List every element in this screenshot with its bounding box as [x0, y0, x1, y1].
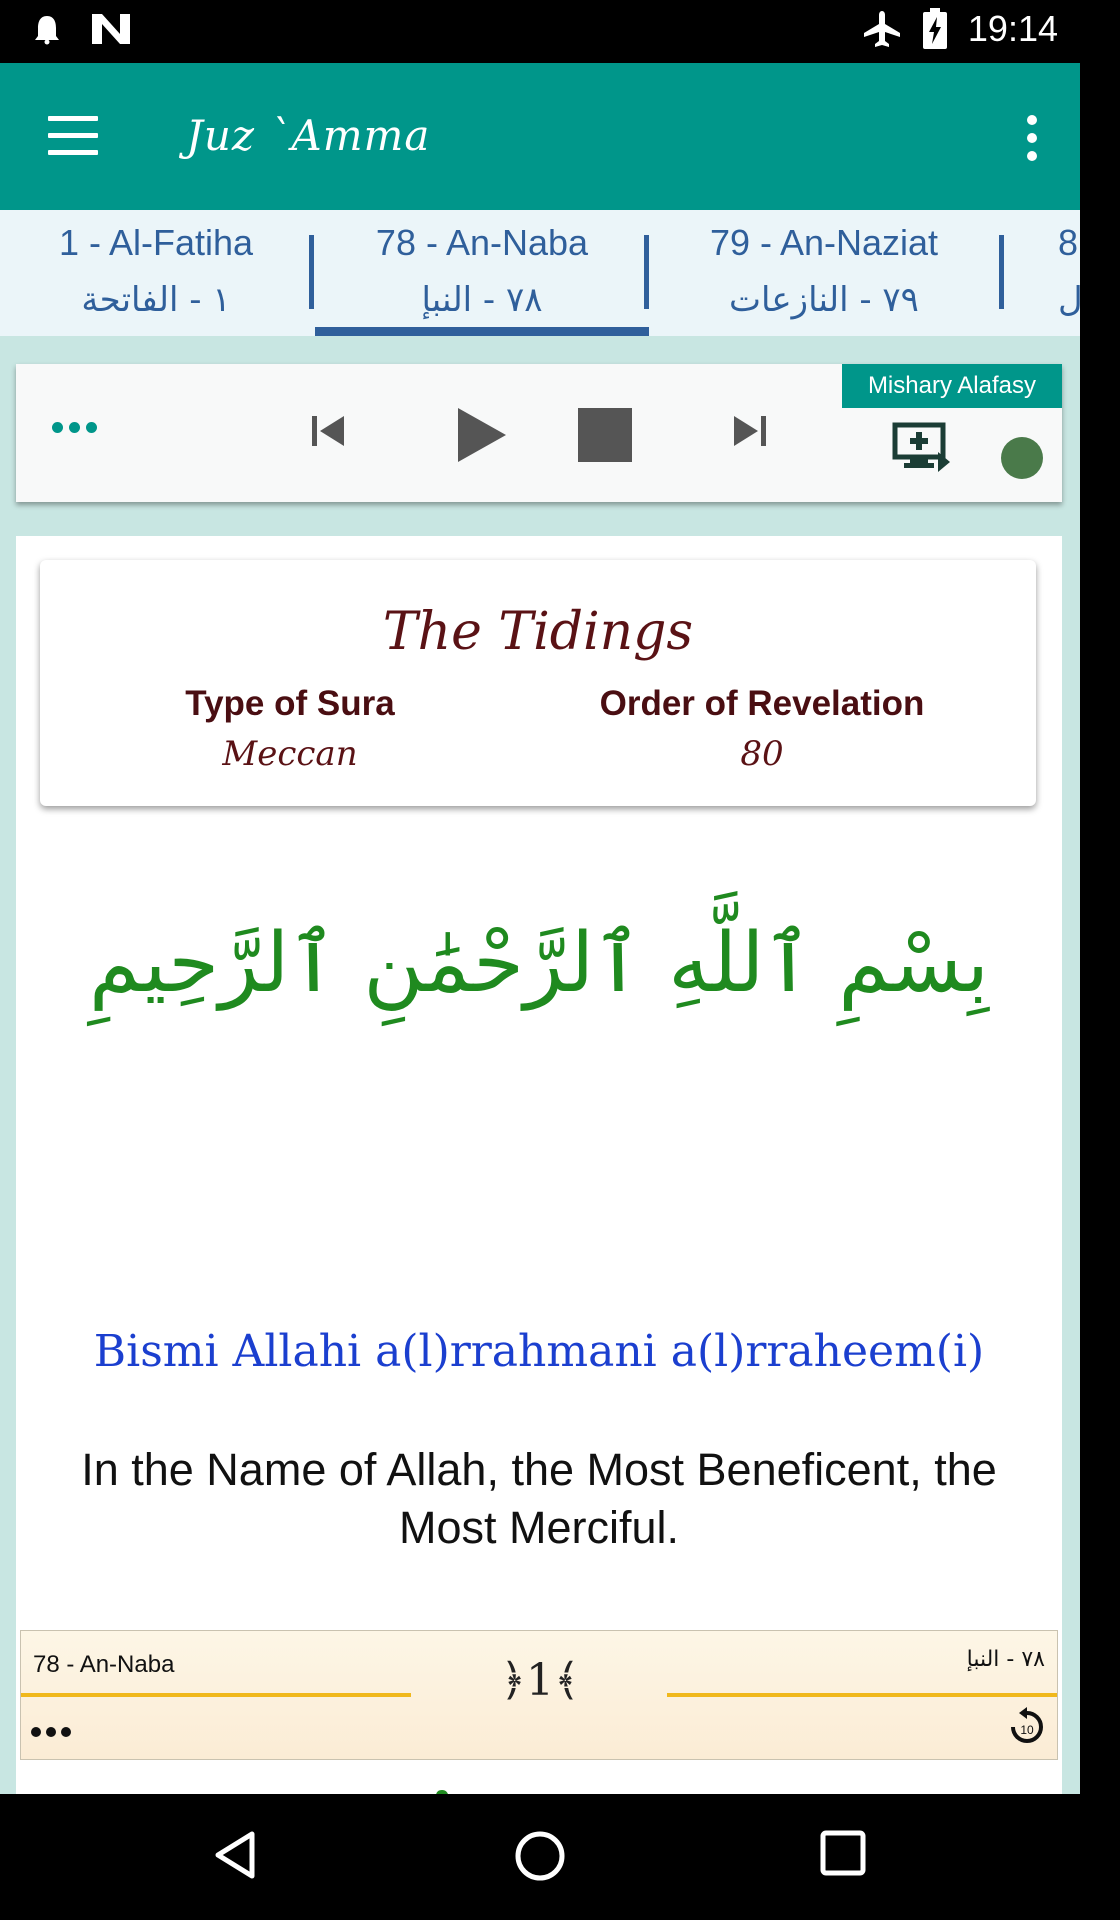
- tab-next-surah[interactable]: [1040, 210, 1120, 336]
- overflow-menu-button[interactable]: [1022, 115, 1042, 161]
- tab-label-ar: ٧٩ - النازعات: [729, 280, 919, 320]
- content-area: [0, 336, 1080, 1794]
- bismillah-transliteration: Bismi Allahi a(l)rrahmani a(l)rraheem(i): [93, 1326, 985, 1377]
- tab-label-ar: ٧٨ - النبإ: [421, 280, 543, 320]
- status-dot-icon[interactable]: [1000, 436, 1044, 480]
- sura-info-card: [40, 560, 1036, 806]
- sura-type-label: Type of Sura: [185, 684, 395, 723]
- skip-next-icon[interactable]: [732, 414, 768, 448]
- reciter-label[interactable]: Mishary Alafasy: [842, 364, 1062, 408]
- sura-english-name: The Tidings: [382, 602, 694, 662]
- revelation-order-label: Order of Revelation: [599, 684, 925, 723]
- ayah-number: ﴿1﴾: [500, 1655, 580, 1706]
- notification-bell-icon: [34, 14, 60, 44]
- hamburger-icon: [48, 116, 98, 121]
- app-title: Juz `Amma: [186, 111, 431, 160]
- verse-surah-name-ar: ٧٨ - النبإ: [966, 1647, 1045, 1672]
- tab-al-fatiha[interactable]: [0, 210, 312, 336]
- surah-tabs: [0, 210, 1083, 336]
- clock: 19:14: [967, 8, 1058, 49]
- tab-label-en: 79 - An-Naziat: [709, 222, 939, 263]
- n-notification-icon: [90, 12, 132, 46]
- revelation-order-value: 80: [740, 734, 784, 774]
- surah-page: [16, 536, 1062, 1836]
- recent-apps-icon[interactable]: [820, 1830, 866, 1876]
- verse-header: [20, 1630, 1058, 1760]
- verse-surah-name-en: 78 - An-Naba: [33, 1651, 175, 1678]
- tab-divider: [644, 235, 649, 309]
- tab-label-ar: ل: [1058, 280, 1083, 320]
- tab-label-en: 1 - Al-Fatiha: [58, 222, 254, 263]
- revelation-order: [552, 684, 972, 774]
- back-icon[interactable]: [212, 1830, 258, 1880]
- tab-an-naziat[interactable]: [650, 210, 998, 336]
- tab-an-naba[interactable]: [315, 210, 649, 336]
- app-bar: [0, 63, 1080, 210]
- play-icon[interactable]: [454, 406, 508, 464]
- sura-type: [80, 684, 500, 774]
- active-tab-indicator: [315, 327, 649, 336]
- bismillah-translation: In the Name of Allah, the Most Beneficent, the Most Merciful.: [81, 1444, 997, 1553]
- svg-text:10: 10: [1020, 1723, 1034, 1737]
- more-horiz-icon: [31, 1727, 41, 1737]
- tab-divider: [999, 235, 1004, 309]
- verse-options-button[interactable]: [31, 1727, 71, 1737]
- tab-label-ar: ١ - الفاتحة: [81, 280, 231, 320]
- sura-type-value: Meccan: [222, 734, 358, 774]
- more-vert-icon: [1027, 115, 1037, 125]
- stop-icon[interactable]: [578, 408, 632, 462]
- tab-label-en: 78 - An-Naba: [375, 222, 589, 263]
- home-icon[interactable]: [514, 1830, 566, 1882]
- bismillah-arabic: بِسْمِ ٱللَّهِ ٱلرَّحْمَٰنِ ٱلرَّحِيمِ: [89, 916, 989, 1011]
- divider-line: [21, 1693, 411, 1697]
- add-to-playlist-icon[interactable]: [892, 422, 954, 472]
- navigation-bar: [0, 1794, 1080, 1920]
- replay-10-icon[interactable]: [1005, 1705, 1049, 1749]
- status-bar: [0, 0, 1080, 63]
- tab-divider: [309, 235, 314, 309]
- skip-previous-icon[interactable]: [310, 414, 346, 448]
- player-options-button[interactable]: [52, 422, 97, 433]
- airplane-mode-icon: [862, 9, 902, 49]
- audio-player: [16, 364, 1062, 502]
- menu-button[interactable]: [48, 116, 98, 156]
- more-horiz-icon: [52, 422, 63, 433]
- divider-line: [667, 1693, 1057, 1697]
- battery-charging-icon: [922, 8, 948, 50]
- tab-label-en: 8: [1058, 222, 1079, 263]
